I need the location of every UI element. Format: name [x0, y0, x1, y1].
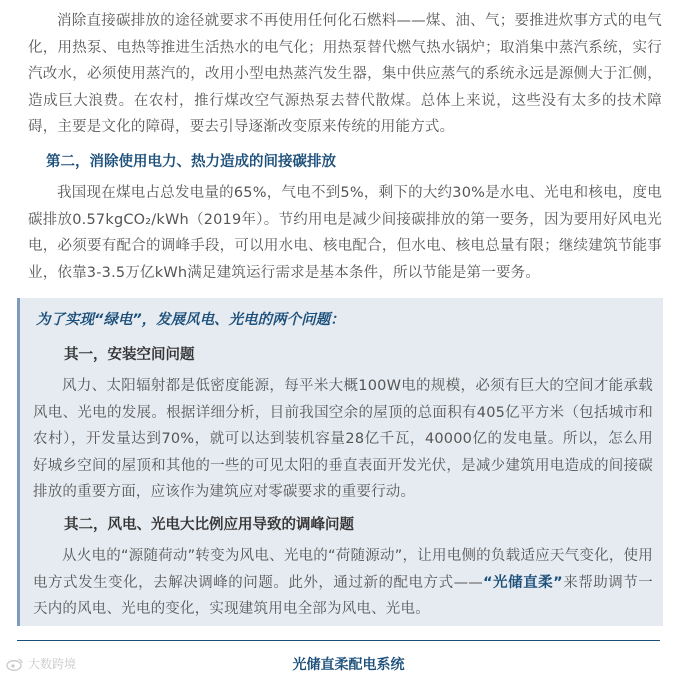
weibo-logo-icon: [6, 657, 24, 671]
issue2-paragraph: [33, 543, 653, 623]
section-heading: 第二，消除使用电力、热力造成的间接碳排放: [46, 154, 336, 170]
issue1-paragraph: 风力、太阳辐射都是低密度能源，每平米大概100W电的规模，必须有巨大的空间才能承载风电、光电的发展。根据详细分析，目前我国空余的屋顶的总面积有405亿平方米（包括城市和农村），开发量达到70%，就可以达到装机容量28亿千瓦，40000亿的发电量。所以，怎么用好城乡空间的屋顶和其他的一些的可见太阳的垂直表面开发光伏，是减少建筑用电造成的间接碳排放的重要方面，应该作为建筑应对零碳要求的重要行动。: [33, 378, 653, 500]
divider-line: [17, 640, 660, 641]
issue1-heading: 其一，安装空间问题: [64, 347, 195, 363]
figure-caption: 光储直柔配电系统: [292, 657, 405, 673]
issue2-text-after: 来帮助调节一天内的风电、光电的变化，实现建筑用电全部为风电、光电。: [33, 574, 654, 617]
section-paragraph: 我国现在煤电占总发电量的65%，气电不到5%，剩下的大约30%是水电、光电和核电，度电碳排放0.57kgCO₂/kWh（2019年）。节约用电是减少间接碳排放的第一要务，因为要用好风电光电，必须要有配合的调峰手段，可以用水电、核电配合，但水电、核电总量有限；继续建筑节能事业，依靠3-3.5万亿kWh满足建筑运行需求是基本条件，所以节能是第一要务。: [28, 185, 662, 281]
watermark: [6, 655, 76, 672]
issue2-text-before: 从火电的“源随荷动”转变为风电、光电的“荷随源动”，让用电侧的负载适应天气变化，使用电方式发生变化，去解决调峰的问题。此外，通过新的配电方式——: [33, 548, 653, 591]
watermark-text: 大数跨境: [28, 657, 77, 671]
callout-box: [17, 298, 663, 626]
intro-paragraph: 消除直接碳排放的途径就要求不再使用任何化石燃料——煤、油、气；要推进炊事方式的电气化，用热泵、电热等推进生活热水的电气化；用热泵替代燃气热水锅炉；取消集中蒸汽系统，实行汽改水，必须使用蒸汽的，改用小型电热蒸汽发生器，集中供应蒸气的系统永远是源侧大于汇侧，造成巨大浪费。在农村，推行煤改空气源热泵去替代散煤。总体上来说，这些没有太多的技术障碍，主要是文化的障碍，要去引导逐渐改变原来传统的用能方式。: [28, 13, 662, 135]
issue2-emphasis: “光储直柔”: [483, 574, 563, 591]
issue2-heading: 其二，风电、光电大比例应用导致的调峰问题: [64, 517, 354, 533]
callout-title: 为了实现“绿电”，发展风电、光电的两个问题：: [36, 312, 345, 328]
